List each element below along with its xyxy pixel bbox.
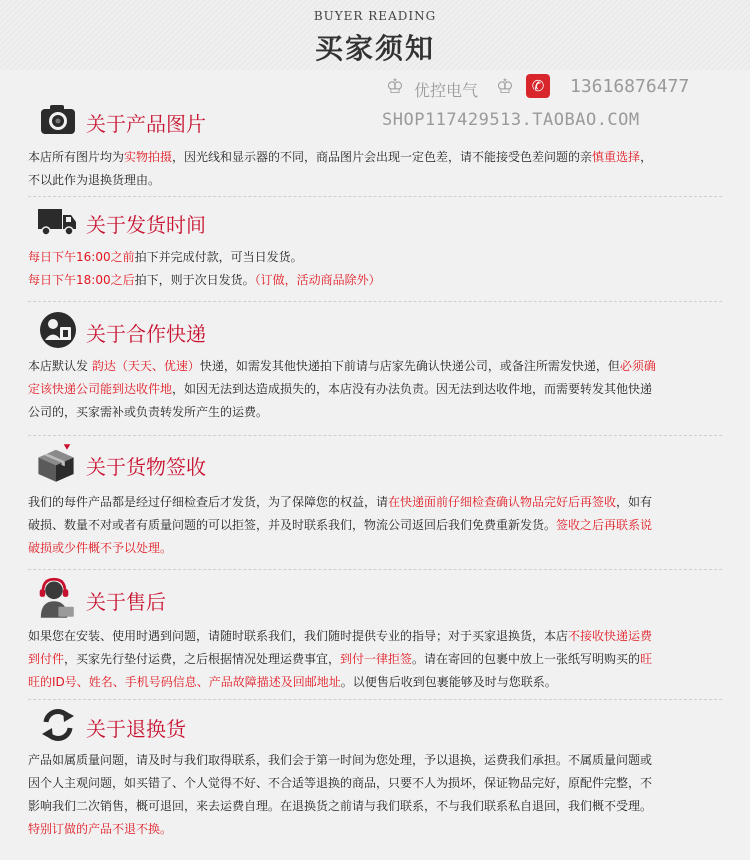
highlight-text: 必须确 [619, 359, 656, 373]
section-title: 关于产品图片 [86, 112, 206, 136]
body-text: 不以此作为退换货理由。 [28, 173, 161, 187]
highlight-text: 实物拍摄 [124, 150, 173, 164]
section-divider [28, 435, 722, 436]
section-text [28, 491, 728, 560]
watermark-shop-url: SHOP117429513.TAOBAO.COM [382, 110, 640, 130]
highlight-text: 破损或少件概不予以处理。 [28, 541, 173, 555]
section-title: 关于货物签收 [86, 455, 206, 479]
section-divider [28, 196, 722, 197]
section-divider [28, 569, 722, 570]
body-text: 本店所有图片均为 [28, 150, 125, 164]
highlight-text: 签收之后再联系说 [556, 518, 653, 532]
headset-icon [32, 576, 76, 620]
body-text: ，因光线和显示器的不同，商品图片会出现一定色差，请不能接受色差问题的亲 [172, 150, 593, 164]
body-text: 快递，如需发其他快递拍下前请与店家先确认快递公司，或备注所需发快递，但 [199, 359, 620, 373]
crown-icon: ♔ [386, 74, 404, 98]
section-title: 关于售后 [86, 590, 166, 614]
text-line [28, 625, 728, 648]
highlight-text: 在快递面前仔细检查确认物品完好后再签收 [388, 495, 617, 509]
text-line [28, 355, 728, 378]
package-icon [34, 441, 78, 485]
highlight-text: （订做，活动商品除外） [254, 273, 381, 287]
body-text: 公司的，买家需补或负责转发所产生的运费。 [28, 405, 269, 419]
section-text [28, 355, 728, 424]
text-line [28, 378, 728, 401]
watermark-brand: 优控电气 [414, 81, 479, 100]
page-header [0, 0, 750, 70]
section-title: 关于合作快递 [86, 322, 206, 346]
body-text: 拍下并完成付款，可当日发货。 [134, 250, 303, 264]
highlight-text: 不接收快递运费 [568, 629, 653, 643]
text-line [28, 514, 728, 537]
text-line [28, 146, 728, 169]
body-text: 拍下，则于次日发货。 [134, 273, 255, 287]
body-text: ，如有 [616, 495, 653, 509]
text-line [28, 537, 728, 560]
text-line [28, 169, 728, 192]
body-text: 破损、数量不对或者有质量问题的可以拒签，并及时联系我们，物流公司返回后我们免费重新发货。 [28, 518, 557, 532]
section-text [28, 625, 728, 694]
highlight-text: 旺的ID号、姓名、手机号码信息、产品故障描述及回邮地址 [28, 675, 341, 689]
crown-icon: ♔ [496, 74, 514, 98]
header-english-title: BUYER READING [313, 9, 437, 23]
text-line [28, 269, 728, 292]
highlight-text: 每日下午16:00之前 [28, 250, 135, 264]
text-line [28, 671, 728, 694]
highlight-text: 特别订做的产品不退不换。 [28, 822, 173, 836]
text-line [28, 246, 728, 269]
section-text [28, 749, 728, 841]
text-line [28, 818, 728, 841]
body-text: 影响我们二次销售，概可退回，来去运费自理。在退换货之前请与我们联系，不与我们联系私自退回，我们概不受理。 [28, 799, 653, 813]
highlight-text: 韵达（天天、优速） [91, 359, 200, 373]
body-text: 产品如属质量问题，请及时与我们取得联系，我们会于第一时间为您处理，予以退换，运费我们承担。不属质量问题或 [28, 753, 653, 767]
phone-icon: ✆ [526, 74, 550, 98]
camera-icon [38, 100, 78, 140]
highlight-text: 定该快递公司能到达收件地 [28, 382, 173, 396]
courier-icon [38, 310, 78, 350]
section-divider [28, 301, 722, 302]
text-line [28, 795, 728, 818]
watermark-phone: 13616876477 [570, 76, 690, 97]
body-text: 。请在寄回的包裹中放上一张纸写明购买的 [412, 652, 641, 666]
exchange-icon [38, 705, 78, 745]
section-text [28, 246, 728, 292]
text-line [28, 401, 728, 424]
section-title: 关于发货时间 [86, 213, 206, 237]
section-text [28, 146, 728, 192]
body-text: ， [640, 150, 653, 164]
text-line [28, 749, 728, 772]
highlight-text: 慎重选择 [592, 150, 641, 164]
highlight-text: 旺 [640, 652, 653, 666]
section-divider [28, 699, 722, 700]
body-text: 本店默认发 [28, 359, 92, 373]
section-title: 关于退换货 [86, 717, 186, 741]
truck-icon [34, 201, 80, 241]
text-line [28, 491, 728, 514]
body-text: 我们的每件产品都是经过仔细检查后才发货，为了保障您的权益，请 [28, 495, 389, 509]
body-text: 如果您在安装、使用时遇到问题，请随时联系我们，我们随时提供专业的指导；对于买家退换货，本店 [28, 629, 569, 643]
highlight-text: 到付一律拒签 [340, 652, 413, 666]
body-text: ，买家先行垫付运费，之后根据情况处理运费事宜， [64, 652, 341, 666]
shop-watermark [380, 74, 720, 136]
text-line [28, 648, 728, 671]
text-line [28, 772, 728, 795]
body-text: 因个人主观问题，如买错了、个人觉得不好、不合适等退换的商品，只要不人为损坏，保证物品完好，原配件完整，不 [28, 776, 653, 790]
highlight-text: 每日下午18:00之后 [28, 273, 135, 287]
header-chinese-title: 买家须知 [314, 32, 435, 65]
body-text: ，如因无法到达造成损失的，本店没有办法负责。因无法到达收件地，而需要转发其他快递 [172, 382, 653, 396]
body-text: 。以便售后收到包裹能够及时与您联系。 [340, 675, 557, 689]
highlight-text: 到付件 [28, 652, 65, 666]
